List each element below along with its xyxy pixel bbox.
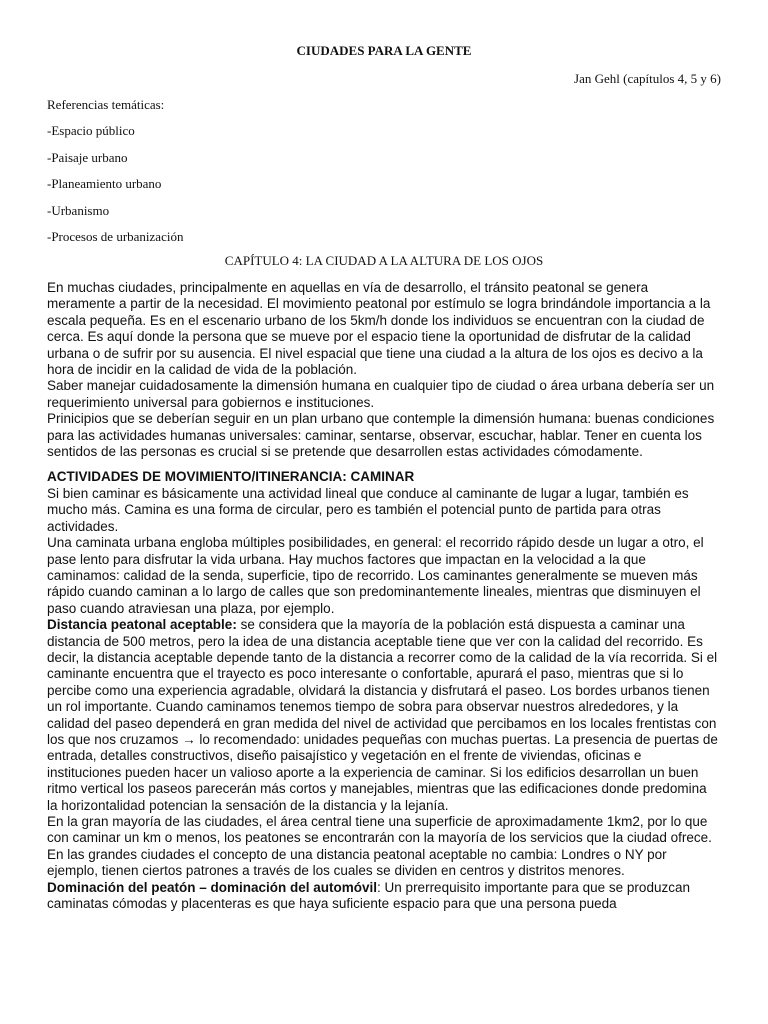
inline-heading: Dominación del peatón – dominación del automóvil: [47, 879, 378, 895]
reference-item: -Paisaje urbano: [47, 149, 128, 165]
paragraph: [47, 617, 719, 814]
paragraph: Si bien caminar es básicamente una actividad lineal que conduce al caminante de lugar a lugar, también es mucho más. Camina es una forma de circular, pero es también el potencial punto de partida para otras actividades.: [47, 485, 689, 534]
document-title: CIUDADES PARA LA GENTE: [296, 43, 472, 58]
reference-item: -Espacio público: [47, 123, 135, 139]
references-label: Referencias temáticas:: [47, 97, 165, 112]
section-heading: ACTIVIDADES DE MOVIMIENTO/ITINERANCIA: CAMINAR: [47, 469, 415, 485]
reference-item: -Urbanismo: [47, 202, 110, 218]
paragraph-text: : Un prerrequisito importante para que se produzcan caminatas cómodas y placenteras es que haya suficiente espacio para que una persona pueda: [47, 879, 690, 912]
paragraph: Una caminata urbana engloba múltiples posibilidades, en general: el recorrido rápido desde un lugar a otro, el pase lento para disfrutar la vida urbana. Hay muchos factores que impactan en la velocidad a la que caminamos: calidad de la senda, superficie, tipo de recorrido. Los caminantes generalmente se mueven más rápido cuando caminan a lo largo de calles que son predominantemente lineales, mientras que disminuyen el paso cuando atraviesan una plaza, por ejemplo.: [47, 535, 704, 616]
document-author: Jan Gehl (capítulos 4, 5 y 6): [574, 71, 721, 86]
paragraph-text: se considera que la mayoría de la población está dispuesta a caminar una distancia de 500 metros, pero la idea de una distancia aceptable tiene que ver con la calidad del recorrido. Es decir, la distancia aceptable depende tanto de la distancia a recorrer como de la calidad de la vía recorrida. Si el caminante encuentra que el trayecto es poco interesante o confortable, apurará el paso, mientras que si lo percibe como una experiencia agradable, olvidará la distancia y disfrutará el paseo. Los bordes urbanos tienen un rol importante. Cuando caminamos tenemos tiempo de sobra para observar nuestros alrededores, y la calidad del paseo dependerá en gran medida del nivel de actividad que percibamos en los locales frentistas con los que nos cruzamos → lo recomendado: unidades pequeñas con muchas puertas. La presencia de puertas de entrada, detalles constructivos, diseño paisajístico y vegetación en el frente de viviendas, oficinas e instituciones pueden hacer un valioso aporte a la experiencia de caminar. Si los edificios desarrollan un buen ritmo vertical los paseos parecerán más cortos y manejables, mientras que las edificaciones donde predomina la horizontalidad potencian la sensación de la distancia y la lejanía.: [47, 617, 718, 813]
paragraph: En muchas ciudades, principalmente en aquellas en vía de desarrollo, el tránsito peatonal se genera meramente a partir de la necesidad. El movimiento peatonal por estímulo se logra brindándole importancia a la escala pequeña. Es en el escenario urbano de los 5km/h donde los individuos se encuentran con la ciudad de cerca. Es aquí donde la persona que se mueve por el espacio tiene la oportunidad de disfrutar de la calidad urbana o de sufrir por su ausencia. El nivel espacial que tiene una ciudad a la altura de los ojos es decivo a la hora de incidir en la calidad de vida de la población.: [47, 280, 711, 378]
reference-item: -Procesos de urbanización: [47, 228, 184, 244]
paragraph: Saber manejar cuidadosamente la dimensión humana en cualquier tipo de ciudad o área urbana debería ser un requerimiento universal para gobiernos e instituciones.: [47, 378, 715, 410]
paragraph: Prinicipios que se deberían seguir en un plan urbano que contemple la dimensión humana: buenas condiciones para las actividades humanas universales: caminar, sentarse, observar, escuchar, hablar. Tener en cuenta los sentidos de las personas es crucial si se pretende que desarrollen estas actividades cómodamente.: [47, 411, 715, 460]
chapter-heading: CAPÍTULO 4: LA CIUDAD A LA ALTURA DE LOS OJOS: [224, 253, 544, 268]
paragraph: En la gran mayoría de las ciudades, el área central tiene una superficie de aproximadamente 1km2, por lo que con caminar un km o menos, los peatones se encontrarán con la mayoría de los servicios que la ciudad ofrece. En las grandes ciudades el concepto de una distancia peatonal aceptable no cambia: Londres o NY por ejemplo, tienen ciertos patrones a través de los cuales se dividen en centros y distritos menores.: [47, 814, 712, 879]
inline-heading: Distancia peatonal aceptable:: [47, 617, 237, 633]
thematic-references: [47, 97, 183, 255]
paragraph: [47, 880, 719, 913]
reference-item: -Planeamiento urbano: [47, 176, 162, 192]
document-body: [47, 280, 719, 912]
